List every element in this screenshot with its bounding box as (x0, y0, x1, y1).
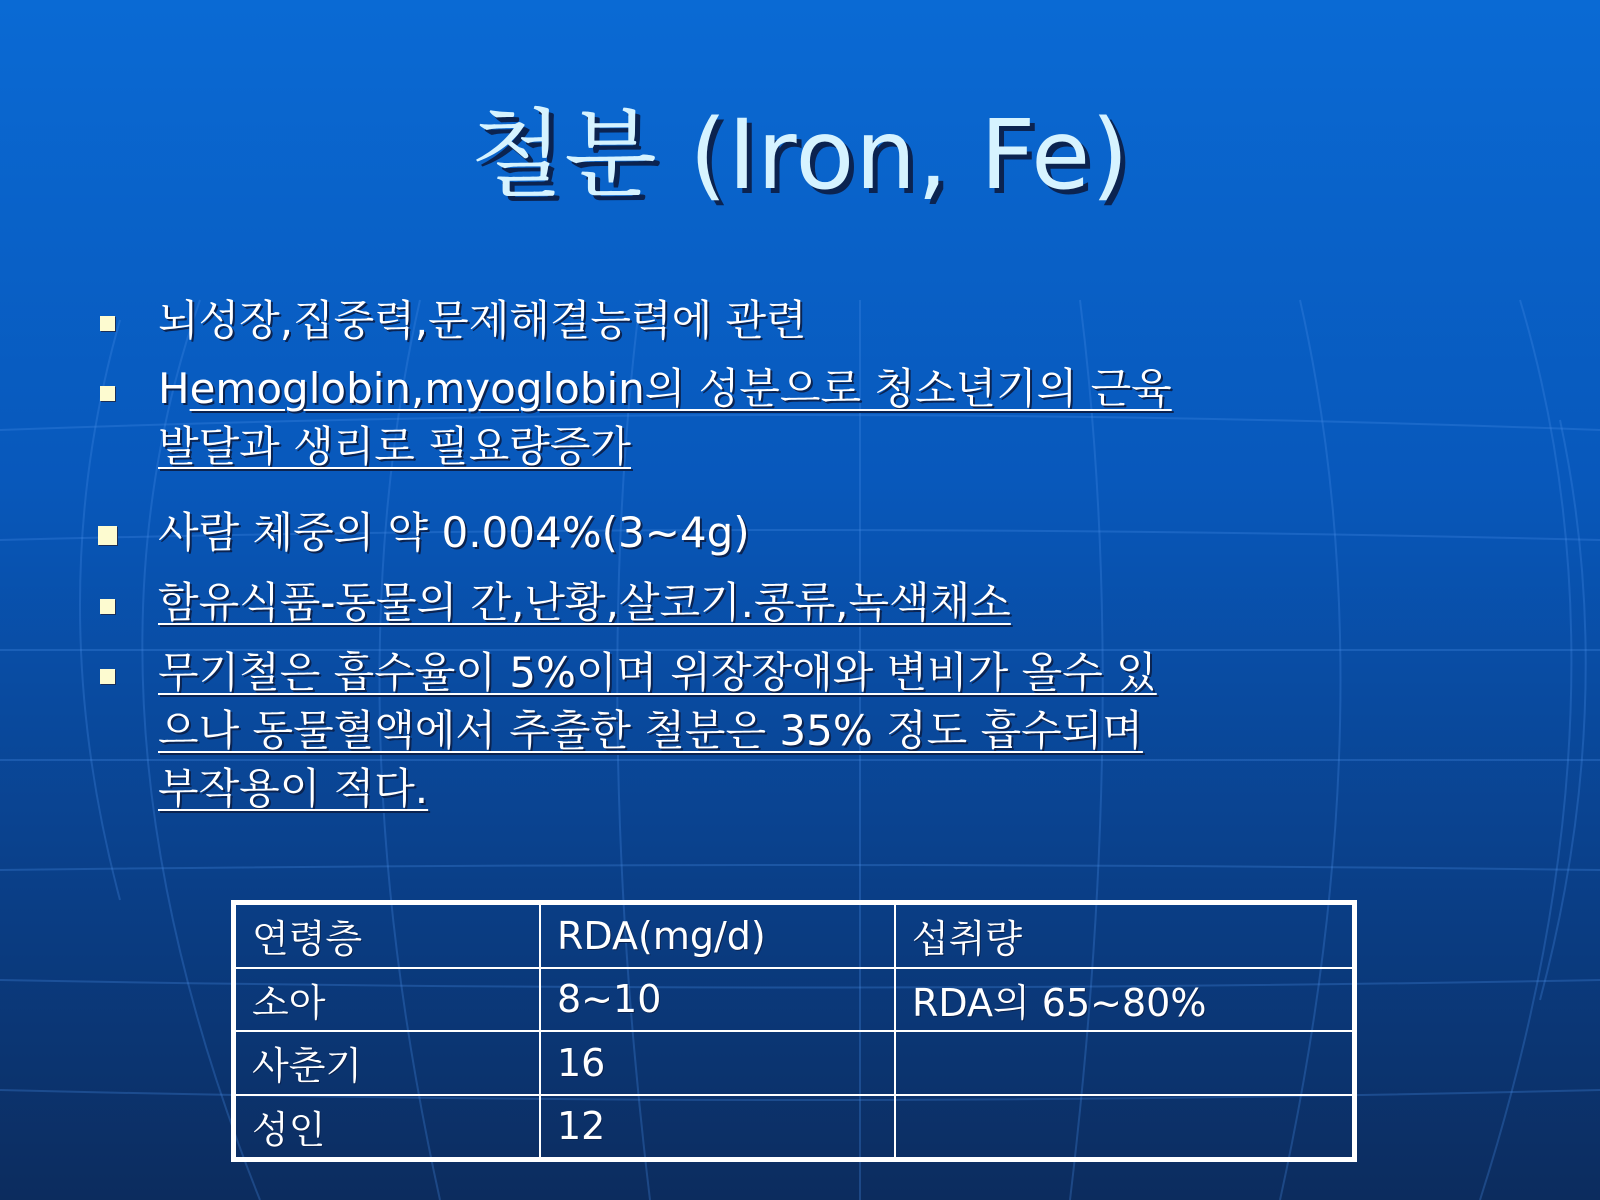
table-cell: 8~10 (540, 968, 895, 1032)
bullet-text-underlined: 발달과 생리로 필요량증가 (158, 422, 631, 471)
table-cell: 성인 (235, 1095, 540, 1159)
bullet-square-icon (100, 316, 115, 331)
table-cell (895, 1095, 1353, 1159)
table-row (235, 1031, 1353, 1095)
table-cell: 16 (540, 1031, 895, 1095)
table-cell: 12 (540, 1095, 895, 1159)
table-cell: 소아 (235, 968, 540, 1032)
slide-title: 철분 (Iron, Fe) (470, 99, 1130, 211)
table-row (235, 968, 1353, 1032)
bullet-square-icon (100, 599, 115, 614)
bullet-text-underlined: emoglobin,myoglobin의 성분으로 청소년기의 근육 (189, 364, 1172, 413)
bullet-text-line-1 (158, 360, 1358, 418)
bullet-square-icon (100, 669, 115, 684)
table-header-cell: 연령층 (235, 904, 540, 968)
bullet-text-line-1 (158, 644, 1358, 702)
table-cell: RDA의 65~80% (895, 968, 1353, 1032)
bullet-text-underlined: 으나 동물혈액에서 추출한 철분은 35% 정도 흡수되며 (158, 706, 1143, 755)
rda-table (231, 900, 1357, 1162)
bullet-text: 사람 체중의 약 0.004%(3~4g) (158, 508, 750, 557)
table-header-cell: RDA(mg/d) (540, 904, 895, 968)
bullet-text (158, 574, 1358, 632)
table-cell: 사춘기 (235, 1031, 540, 1095)
bullet-text-underlined: 함유식품-동물의 간,난황,살코기.콩류,녹색채소 (158, 578, 1011, 627)
bullet-text: 뇌성장,집중력,문제해결능력에 관련 (158, 296, 807, 345)
table-cell (895, 1031, 1353, 1095)
table-header-row (235, 904, 1353, 968)
bullet-text-underlined: 부작용이 적다. (158, 764, 429, 813)
bullet-square-icon (98, 526, 117, 545)
bullet-text-plain: H (158, 364, 190, 413)
table-row (235, 1095, 1353, 1159)
bullet-text-line-3 (158, 760, 1358, 818)
bullet-square-icon (100, 386, 115, 401)
table-header-cell: 섭취량 (895, 904, 1353, 968)
bullet-text-underlined: 무기철은 흡수율이 5%이며 위장장애와 변비가 올수 있 (158, 648, 1157, 697)
bullet-text-line-2 (158, 702, 1358, 760)
bullet-text-line-2 (158, 418, 1358, 476)
